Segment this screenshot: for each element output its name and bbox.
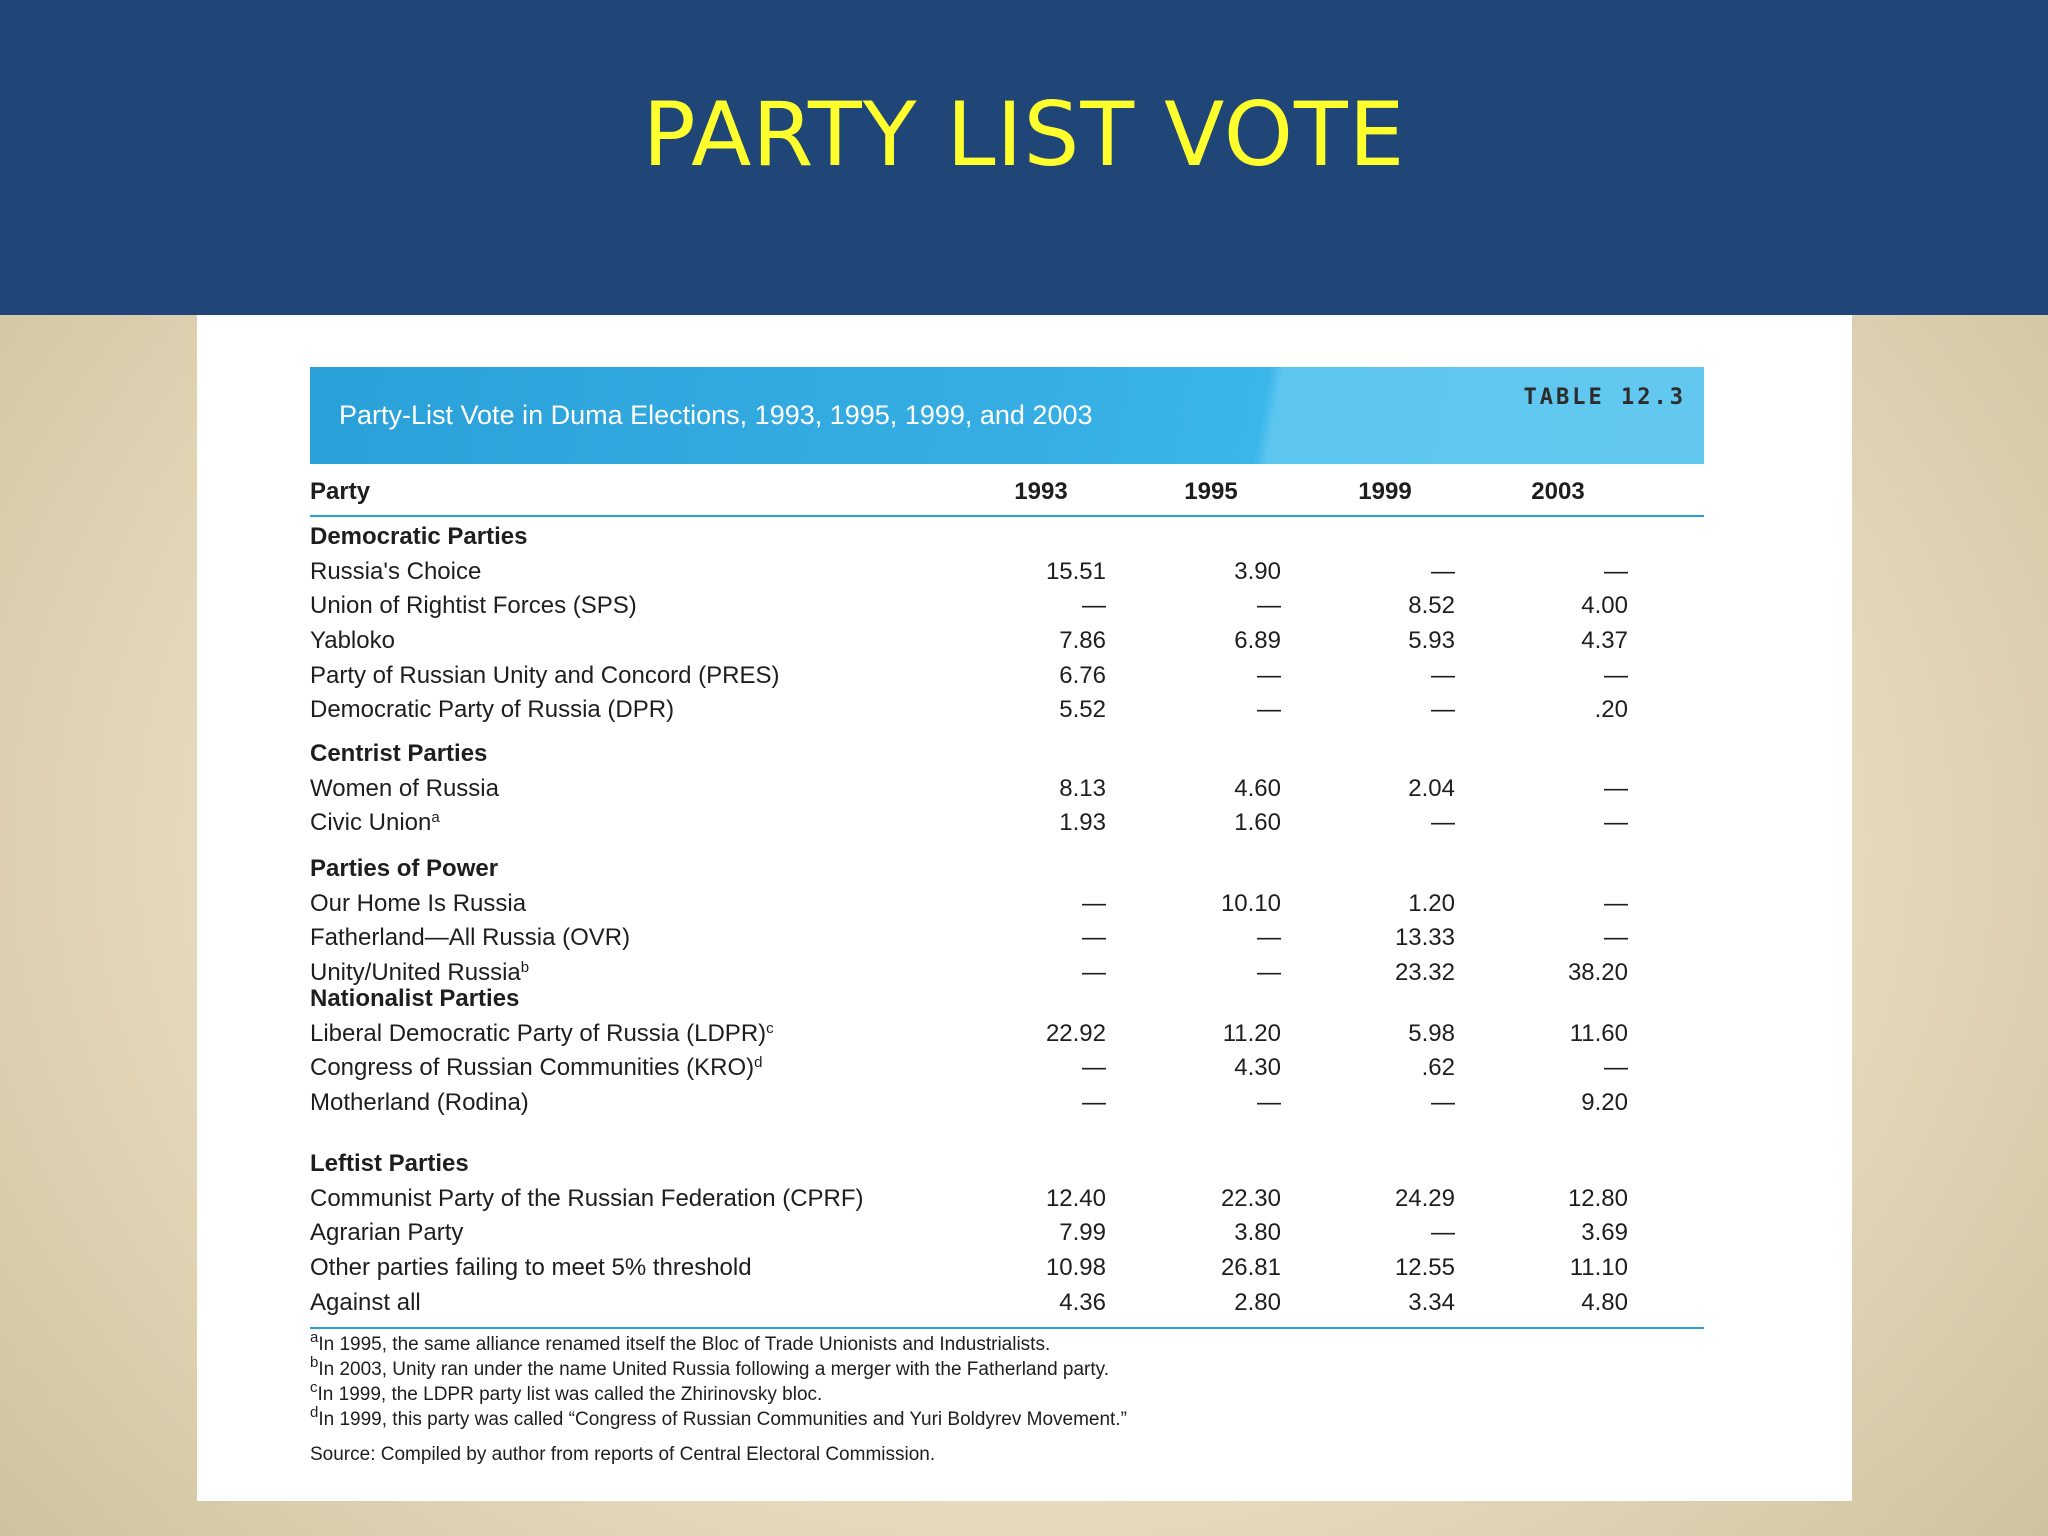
table-row (310, 589, 1704, 623)
party-name-text: Liberal Democratic Party of Russia (LDPR) (310, 1020, 767, 1047)
table-header-row (310, 475, 1704, 517)
vote-share-1999: — (1431, 696, 1455, 723)
party-name-text: Unity/United Russia (310, 959, 521, 986)
party-name (310, 806, 440, 840)
vote-share-1999: 2.04 (1408, 775, 1455, 802)
footnote-mark: a (310, 1329, 319, 1346)
vote-share-1995: 3.90 (1234, 558, 1281, 585)
vote-share-2003: — (1604, 809, 1628, 836)
vote-share-1999: — (1431, 809, 1455, 836)
party-name-text: Women of Russia (310, 775, 499, 802)
table-row (310, 555, 1704, 589)
vote-share-1993: 15.51 (1045, 558, 1106, 585)
footnote-text: In 1995, the same alliance renamed itself the Bloc of Trade Unionists and Industrialists. (318, 1334, 1051, 1355)
table-row (310, 1182, 1704, 1216)
vote-share-1995: 26.81 (1220, 1254, 1281, 1281)
source-note: Source: Compiled by author from reports of Central Electoral Commission. (310, 1444, 936, 1465)
table-bottom-rule (310, 1327, 1704, 1329)
group-heading: Parties of Power (310, 855, 499, 882)
vote-share-1995: 3.80 (1234, 1219, 1281, 1246)
party-name (310, 624, 395, 658)
vote-share-1995: 2.80 (1234, 1289, 1281, 1316)
vote-share-1995: — (1257, 696, 1281, 723)
table-row (310, 693, 1704, 727)
table-row (310, 1216, 1704, 1250)
vote-share-1999: — (1431, 558, 1455, 585)
column-header-party: Party (310, 478, 371, 505)
vote-share-2003: .20 (1594, 696, 1628, 723)
party-name-text: Agrarian Party (310, 1219, 464, 1246)
table-caption: Party-List Vote in Duma Elections, 1993, 1995, 1999, and 2003 (339, 400, 1093, 430)
vote-share-1993: 12.40 (1045, 1185, 1106, 1212)
vote-share-2003: 38.20 (1567, 959, 1628, 986)
footnote (310, 1404, 1127, 1432)
vote-share-1993: — (1082, 592, 1106, 619)
party-name (310, 555, 481, 589)
footnote-marker: a (431, 809, 440, 826)
group-heading: Leftist Parties (310, 1150, 469, 1177)
column-header-1995: 1995 (1184, 478, 1238, 505)
footnote (310, 1329, 1051, 1357)
vote-share-1993: 5.52 (1059, 696, 1106, 723)
party-name-text: Democratic Party of Russia (DPR) (310, 696, 675, 723)
table-row (310, 806, 1704, 840)
vote-share-2003: — (1604, 890, 1628, 917)
footnote-text: In 1999, the LDPR party list was called the Zhirinovsky bloc. (317, 1384, 823, 1405)
vote-share-2003: 4.80 (1581, 1289, 1628, 1316)
party-name-text: Party of Russian Unity and Concord (PRES) (310, 662, 780, 689)
vote-share-1995: — (1257, 1089, 1281, 1116)
vote-share-1999: 8.52 (1408, 592, 1455, 619)
vote-share-2003: 11.60 (1569, 1020, 1628, 1047)
party-name (310, 589, 637, 623)
vote-share-1993: 7.99 (1059, 1219, 1106, 1246)
group-heading: Centrist Parties (310, 740, 488, 767)
party-name (310, 1182, 864, 1216)
vote-share-1999: — (1431, 1219, 1455, 1246)
group-heading: Democratic Parties (310, 523, 528, 550)
table-row (310, 772, 1704, 806)
vote-share-1999: 12.55 (1394, 1254, 1455, 1281)
vote-share-1999: .62 (1421, 1054, 1455, 1081)
footnote-marker: c (766, 1020, 774, 1037)
group-heading-row (310, 982, 1704, 1016)
party-name (310, 659, 780, 693)
vote-share-1995: 4.60 (1234, 775, 1281, 802)
vote-share-1993: 8.13 (1059, 775, 1106, 802)
group-heading-row (310, 1147, 1704, 1181)
footnote (310, 1354, 1110, 1382)
group-heading: Nationalist Parties (310, 985, 520, 1012)
title-bar (0, 0, 2048, 315)
column-header-1993: 1993 (1014, 478, 1068, 505)
vote-share-1995: 1.60 (1234, 809, 1281, 836)
vote-share-1995: 10.10 (1220, 890, 1281, 917)
vote-share-2003: — (1604, 662, 1628, 689)
party-name-text: Motherland (Rodina) (310, 1089, 529, 1116)
footnote-marker: d (754, 1054, 763, 1071)
vote-share-1999: 13.33 (1394, 924, 1455, 951)
vote-share-1993: 4.36 (1059, 1289, 1106, 1316)
vote-share-1995: 6.89 (1234, 627, 1281, 654)
vote-share-1999: 3.34 (1408, 1289, 1455, 1316)
vote-share-1993: — (1082, 1054, 1106, 1081)
slide-title: PARTY LIST VOTE (642, 83, 1406, 186)
vote-share-2003: — (1604, 1054, 1628, 1081)
party-name-text: Our Home Is Russia (310, 890, 527, 917)
vote-share-2003: 9.20 (1581, 1089, 1628, 1116)
vote-share-1995: 4.30 (1234, 1054, 1281, 1081)
table-row (310, 624, 1704, 658)
party-name-text: Russia's Choice (310, 558, 482, 585)
vote-share-1999: — (1431, 1089, 1455, 1116)
party-name-text: Fatherland—All Russia (OVR) (310, 924, 631, 951)
vote-share-1999: 23.32 (1394, 959, 1455, 986)
vote-share-1993: — (1082, 924, 1106, 951)
vote-share-1999: 5.93 (1408, 627, 1455, 654)
party-name-text: Against all (310, 1289, 421, 1316)
footnote-marker: b (520, 959, 530, 976)
group-heading-row (310, 737, 1704, 771)
party-name (310, 887, 526, 921)
table-row (310, 1017, 1704, 1051)
party-name (310, 921, 630, 955)
vote-share-2003: — (1604, 775, 1628, 802)
vote-share-1995: — (1257, 924, 1281, 951)
vote-share-1993: 10.98 (1045, 1254, 1106, 1281)
vote-share-2003: 11.10 (1569, 1254, 1628, 1281)
party-name (310, 693, 674, 727)
vote-share-2003: 3.69 (1581, 1219, 1628, 1246)
vote-share-1993: 22.92 (1045, 1020, 1106, 1047)
vote-share-1999: 5.98 (1408, 1020, 1455, 1047)
column-header-1999: 1999 (1358, 478, 1412, 505)
column-header-2003: 2003 (1531, 478, 1585, 505)
vote-share-1999: 24.29 (1394, 1185, 1455, 1212)
vote-share-2003: 12.80 (1567, 1185, 1628, 1212)
party-name-text: Union of Rightist Forces (SPS) (310, 592, 637, 619)
vote-share-1993: — (1082, 1089, 1106, 1116)
vote-share-2003: 4.37 (1581, 627, 1628, 654)
table-row (310, 659, 1704, 693)
vote-share-1993: — (1082, 890, 1106, 917)
table-row (310, 1286, 1704, 1320)
footnote-text: In 1999, this party was called “Congress of Russian Communities and Yuri Boldyrev Movement.” (318, 1409, 1127, 1430)
table-banner (310, 367, 1704, 464)
party-name (310, 1017, 774, 1051)
vote-share-1995: 11.20 (1222, 1020, 1281, 1047)
table-row (310, 921, 1704, 955)
party-name (310, 772, 499, 806)
party-name (310, 1251, 752, 1285)
vote-share-1995: 22.30 (1220, 1185, 1281, 1212)
footnote (310, 1379, 823, 1407)
party-name-text: Yabloko (310, 627, 395, 654)
vote-share-1999: 1.20 (1408, 890, 1455, 917)
table-number-tag: TABLE 12.3 (1523, 385, 1686, 410)
footnote-mark: b (310, 1354, 319, 1371)
vote-share-1995: — (1257, 662, 1281, 689)
group-heading-row (310, 852, 1704, 886)
footnote-text: In 2003, Unity ran under the name United Russia following a merger with the Fatherland party. (318, 1359, 1110, 1380)
vote-share-2003: — (1604, 558, 1628, 585)
footnote-mark: c (310, 1379, 318, 1396)
party-name-text: Other parties failing to meet 5% threshold (310, 1254, 752, 1281)
party-name (310, 1086, 529, 1120)
vote-share-1995: — (1257, 959, 1281, 986)
table-row (310, 887, 1704, 921)
party-name (310, 1051, 762, 1085)
table-row (310, 1051, 1704, 1085)
vote-share-1993: — (1082, 959, 1106, 986)
vote-share-1993: 6.76 (1059, 662, 1106, 689)
table-row (310, 1251, 1704, 1285)
vote-share-1993: 1.93 (1059, 809, 1106, 836)
vote-share-1999: — (1431, 662, 1455, 689)
table-panel (197, 315, 1852, 1501)
vote-share-1995: — (1257, 592, 1281, 619)
party-name-text: Civic Union (310, 809, 432, 836)
party-name-text: Communist Party of the Russian Federation (CPRF) (310, 1185, 864, 1212)
party-name (310, 1216, 463, 1250)
vote-share-2003: — (1604, 924, 1628, 951)
party-name (310, 1286, 421, 1320)
vote-share-1993: 7.86 (1059, 627, 1106, 654)
table-row (310, 1086, 1704, 1120)
party-name-text: Congress of Russian Communities (KRO) (310, 1054, 755, 1081)
footnote-mark: d (310, 1404, 319, 1421)
vote-share-2003: 4.00 (1581, 592, 1628, 619)
group-heading-row (310, 520, 1704, 554)
